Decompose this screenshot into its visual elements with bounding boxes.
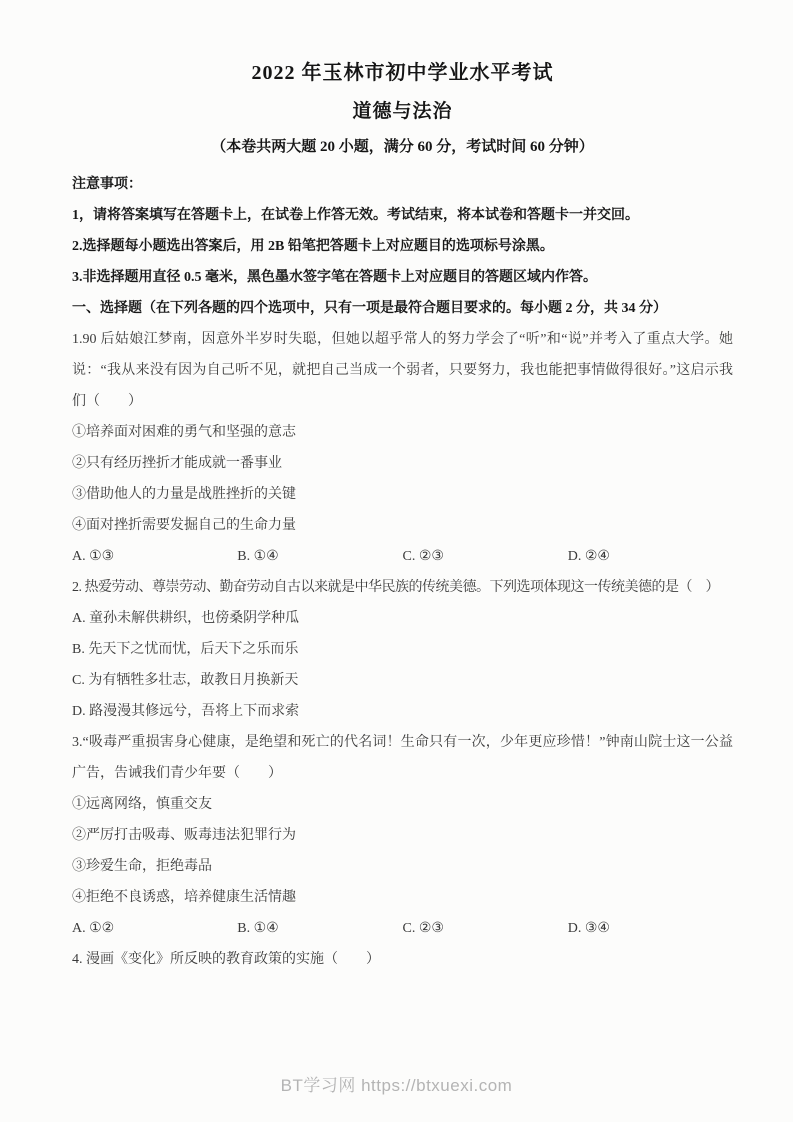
question-1-option-a: A. ①③: [72, 549, 115, 564]
question-1-option-c: C. ②③: [402, 549, 444, 564]
question-1-stem: 1.90 后姑娘江梦南，因意外半岁时失聪，但她以超乎常人的努力学会了“听”和“说”并考入了重点大学。她说：“我从来没有因为自己听不见，就把自己当成一个弱者，只要努力，我也能把事情做得很好。”这启示我们（ ）: [72, 332, 733, 409]
question-3-option-d: D. ③④: [567, 921, 610, 936]
question-3-option-a: A. ①②: [72, 921, 115, 936]
exam-meta: （本卷共两大题 20 小题，满分 60 分，考试时间 60 分钟）: [211, 139, 594, 155]
question-2-option-b: B. 先天下之忧而忧，后天下之乐而乐: [72, 642, 299, 657]
notices-heading: 注意事项：: [72, 177, 142, 192]
question-1-option-b: B. ①④: [237, 549, 279, 564]
notice-line-2: 2.选择题每小题选出答案后，用 2B 铅笔把答题卡上对应题目的选项标号涂黑。: [72, 239, 554, 254]
question-1-statement-2: ②只有经历挫折才能成就一番事业: [72, 456, 282, 471]
question-3-statement-3: ③珍爱生命，拒绝毒品: [72, 859, 212, 874]
question-3-option-c: C. ②③: [402, 921, 444, 936]
question-1-statement-1: ①培养面对困难的勇气和坚强的意志: [72, 425, 296, 440]
question-2: [72, 572, 733, 727]
question-1-options-row: [72, 541, 733, 572]
question-3-option-b: B. ①④: [237, 921, 279, 936]
question-3-statement-4: ④拒绝不良诱惑，培养健康生活情趣: [72, 890, 296, 905]
question-3-stem: 3.“吸毒严重损害身心健康，是绝望和死亡的代名词！生命只有一次，少年更应珍惜！”钟南山院士这一公益广告，告诫我们青少年要（ ）: [72, 735, 733, 781]
question-2-option-a: A. 童孙未解供耕织，也傍桑阴学种瓜: [72, 611, 300, 626]
question-4: [72, 944, 733, 975]
question-1-statement-4: ④面对挫折需要发掘自己的生命力量: [72, 518, 296, 533]
question-1: [72, 324, 733, 572]
question-4-stem: 4. 漫画《变化》所反映的教育政策的实施（ ）: [72, 952, 380, 967]
question-2-option-d: D. 路漫漫其修远兮，吾将上下而求索: [72, 704, 300, 719]
question-1-statement-3: ③借助他人的力量是战胜挫折的关键: [72, 487, 296, 502]
question-3-statement-2: ②严厉打击吸毒、贩毒违法犯罪行为: [72, 828, 296, 843]
question-1-option-d: D. ②④: [567, 549, 610, 564]
question-2-stem: 2. 热爱劳动、尊崇劳动、勤奋劳动自古以来就是中华民族的传统美德。下列选项体现这一传统美德的是（ ）: [72, 580, 719, 595]
notice-line-3: 3.非选择题用直径 0.5 毫米，黑色墨水签字笔在答题卡上对应题目的答题区域内作答。: [72, 270, 597, 285]
question-3: [72, 727, 733, 944]
exam-subject: 道德与法治: [352, 101, 453, 122]
watermark: BT学习网 https://btxuexi.com: [280, 1076, 513, 1095]
notices-section: [72, 169, 733, 293]
exam-title: 2022 年玉林市初中学业水平考试: [251, 62, 554, 84]
question-3-statement-1: ①远离网络，慎重交友: [72, 797, 212, 812]
question-3-options-row: [72, 913, 733, 944]
section1-heading: 一、选择题（在下列各题的四个选项中，只有一项是最符合题目要求的。每小题 2 分，共 34 分）: [72, 301, 667, 316]
question-2-option-c: C. 为有牺牲多壮志，敢教日月换新天: [72, 673, 299, 688]
notice-line-1: 1，请将答案填写在答题卡上，在试卷上作答无效。考试结束，将本试卷和答题卡一并交回。: [72, 208, 639, 223]
